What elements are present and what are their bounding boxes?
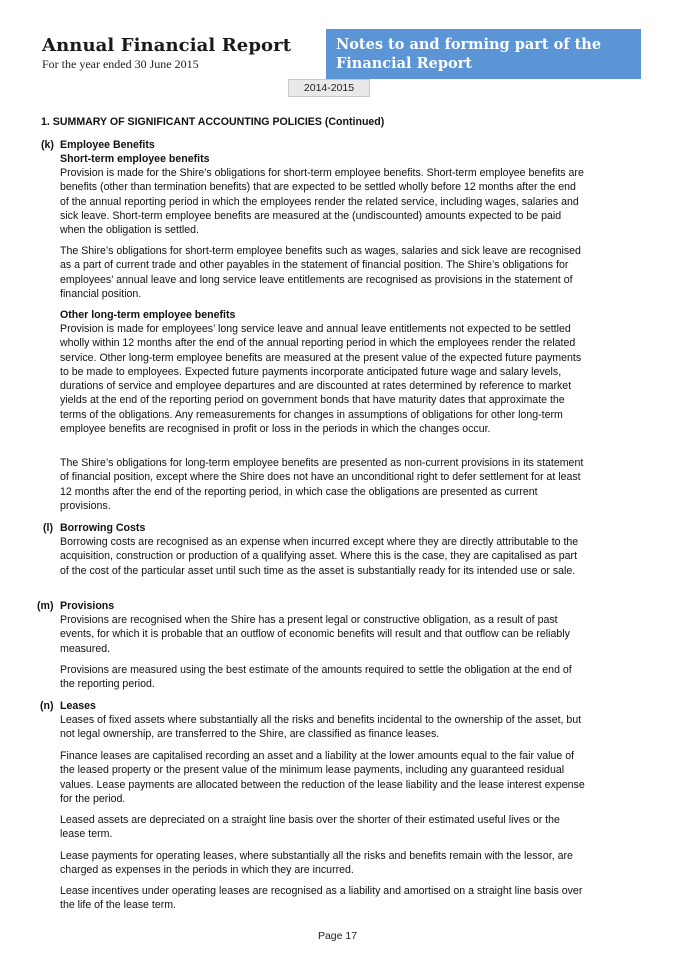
section-n-marker: (n)	[40, 700, 54, 712]
report-title: Annual Financial Report	[42, 35, 292, 56]
long-term-benefits-paragraph-1: Provision is made for employees’ long service leave and annual leave entitlements not expected to be settled wholly within 12 months after the end of the annual reporting period in which the employees render the related service. Other long-term employee benefits are measured at the present value of the expected future payments to be made to employees. Expected future payments incorporate anticipated future wage and salary levels, durations of service and employee departures and are discounted at rates determined by reference to market yields at the end of the reporting period on government bonds that have maturity dates that approximate the terms of the obligations. Any remeasurements for changes in assumptions of obligations for other long-term employee benefits are recognised in profit or loss in the periods in which the changes occur.	[60, 323, 582, 436]
section-l-title: Borrowing Costs	[60, 522, 146, 534]
leases-paragraph-4: Lease payments for operating leases, where substantially all the risks and benefits remain with the lessor, are charged as expenses in the periods in which they are incurred.	[60, 850, 573, 877]
short-term-benefits-paragraph-1: Provision is made for the Shire’s obligations for short-term employee benefits. Short-term employee benefits are benefits (other than termination benefits) that are expected to be settled wholly before 12 months after the end of the annual reporting period in which the employees render the related service, including wages, salaries and sick leave. Short-term employee benefits are measured at the (undiscounted) amounts expected to be paid when the obligation is settled.	[60, 167, 584, 237]
report-subtitle: For the year ended 30 June 2015	[42, 57, 199, 71]
section-m-marker: (m)	[37, 600, 54, 612]
notes-title-line2: Financial Report	[336, 55, 472, 72]
year-tab: 2014-2015	[288, 79, 370, 97]
section-l-marker: (l)	[43, 522, 53, 534]
borrowing-costs-paragraph: Borrowing costs are recognised as an expense when incurred except where they are directly attributable to the acquisition, construction or production of a qualifying asset. Where this is the case, they are capitalised as part of the cost of the particular asset until such time as the asset is substantially ready for its intended use or sale.	[60, 536, 579, 577]
section-n-title: Leases	[60, 700, 96, 712]
short-term-benefits-paragraph-2: The Shire’s obligations for short-term employee benefits such as wages, salaries and sick leave are recognised as a part of current trade and other payables in the statement of financial position. The Shire’s obligations for employees’ annual leave and long service leave entitlements are recognised as provisions in the statement of financial position.	[60, 245, 581, 300]
section-m-title: Provisions	[60, 600, 115, 612]
long-term-benefits-paragraph-2: The Shire’s obligations for long-term employee benefits are presented as non-current provisions in its statement of financial position, except where the Shire does not have an unconditional right to defer settlement for at least 12 months after the end of the reporting period, in which case the obligations are presented as current provisions.	[60, 457, 584, 512]
section-k-marker: (k)	[41, 139, 54, 151]
short-term-benefits-heading: Short-term employee benefits	[60, 153, 210, 165]
provisions-paragraph-2: Provisions are measured using the best estimate of the amounts required to settle the obligation at the end of the reporting period.	[60, 664, 572, 691]
notes-title-panel	[326, 29, 641, 79]
section-k-title: Employee Benefits	[60, 139, 155, 151]
leases-paragraph-5: Lease incentives under operating leases are recognised as a liability and amortised on a straight line basis over the life of the lease term.	[60, 885, 583, 912]
leases-paragraph-2: Finance leases are capitalised recording an asset and a liability at the lower amounts equal to the fair value of the leased property or the present value of the minimum lease payments, including any guaranteed residual values. Lease payments are allocated between the reduction of the lease liability and the lease interest expense for the period.	[60, 750, 585, 805]
notes-title-line1: Notes to and forming part of the	[336, 36, 602, 53]
long-term-benefits-heading: Other long-term employee benefits	[60, 309, 236, 321]
page-number: Page 17	[317, 930, 358, 942]
section-title: 1. SUMMARY OF SIGNIFICANT ACCOUNTING POLICIES (Continued)	[41, 116, 385, 128]
leases-paragraph-3: Leased assets are depreciated on a straight line basis over the shorter of their estimated useful lives or the lease term.	[60, 814, 560, 841]
provisions-paragraph-1: Provisions are recognised when the Shire has a present legal or constructive obligation, as a result of past events, for which it is probable that an outflow of economic benefits will result and that outflow can be reliably measured.	[60, 614, 570, 655]
leases-paragraph-1: Leases of fixed assets where substantially all the risks and benefits incidental to the ownership of the asset, but not legal ownership, are transferred to the Shire, are classified as finance leases.	[60, 714, 582, 741]
